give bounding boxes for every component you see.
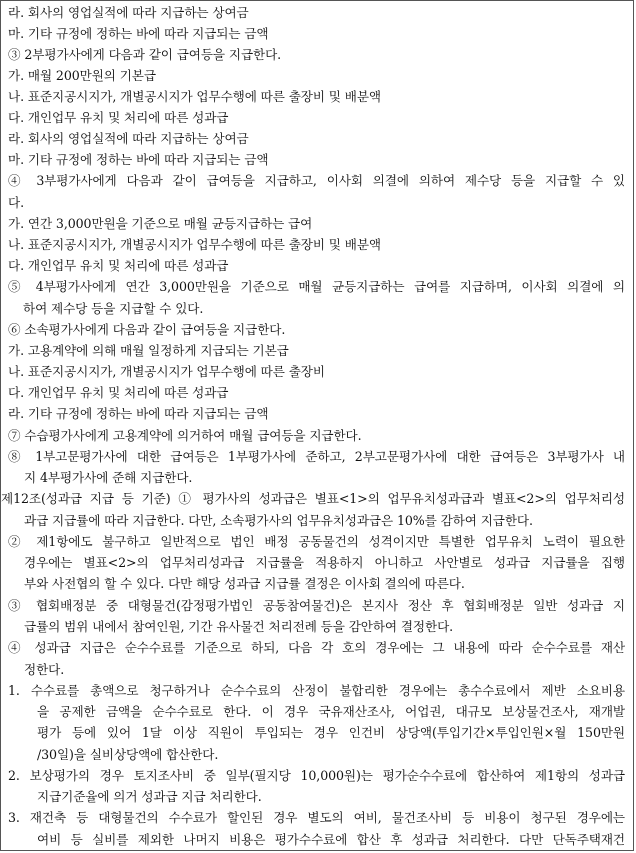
text-line: 3. 재건축 등 대형물건의 수수료가 할인된 경우 별도의 여비, 물건조사비 등 비용이 청구된 경우에는 [8,810,625,825]
text-line: 정한다. [24,662,65,677]
text-line: /30일)을 실비상당액에 합산한다. [37,747,219,762]
text-line: 경우에는 별표<2>의 업무처리성과급 지급률을 적용하지 아니하고 사안별로 성과급 지급률을 집행 [24,555,625,570]
text-line: 부와 사전협의 할 수 있다. 다만 해당 성과급 지급률 결정은 이사회 결의에 따른다. [24,576,465,591]
text-line: 다. 개인업무 유치 및 처리에 따른 성과급 [8,385,229,400]
text-line: ⑦ 수습평가사에게 고용계약에 의거하여 매월 급여등을 지급한다. [8,428,362,443]
text-line: 1. 수수료를 총액으로 청구하거나 순수수료의 산정이 불합리한 경우에는 총수수료에서 제반 소요비용 [8,683,625,698]
text-line: 가. 매월 200만원의 기본급 [8,68,156,83]
text-line: ④ 3부평가사에게 다음과 같이 급여등을 지급하고, 이사회 의결에 의하여 제수당 등을 지급할 수 있 [8,173,625,188]
text-line: 가. 고용계약에 의해 매월 일정하게 지급되는 기본급 [8,343,289,358]
text-line: 나. 표준지공시지가, 개별공시지가 업무수행에 따른 출장비 [8,364,325,379]
text-line: 을 공제한 금액을 순수수료로 한다. 이 경우 국유재산조사, 어업권, 대규모 보상물건조사, 재개발 [37,704,625,719]
text-line: 나. 표준지공시지가, 개별공시지가 업무수행에 따른 출장비 및 배분액 [8,89,381,104]
text-line: ③ 2부평가사에게 다음과 같이 급여등을 지급한다. [8,47,282,62]
text-line: ④ 성과급 지급은 순수수료를 기준으로 하되, 다음 각 호의 경우에는 그 내용에 따라 순수수료를 재산 [8,640,625,655]
text-line: ⑥ 소속평가사에게 다음과 같이 급여등을 지급한다. [8,322,286,337]
text-line: 마. 기타 규정에 정하는 바에 따라 지급되는 금액 [8,26,269,41]
text-line: 급률의 범위 내에서 참여인원, 기간 유사물건 처리전례 등을 감안하여 결정한다. [24,619,454,634]
text-line: 나. 표준지공시지가, 개별공시지가 업무수행에 따른 출장비 및 배분액 [8,237,381,252]
text-line: 다. [8,195,24,210]
text-line: 과급 지급률에 따라 지급한다. 다만, 소속평가사의 업무유치성과급은 10%를 감하여 지급한다. [24,513,533,528]
text-line: 2. 보상평가의 경우 토지조사비 중 일부(필지당 10,000원)는 평가순수수료에 합산하여 제1항의 성과급 [8,768,625,783]
text-line: ⑤ 4부평가사에게 연간 3,000만원을 기준으로 매월 균등지급하는 급여를 지급하며, 이사회 의결에 의 [8,279,625,294]
text-line: 하여 제수당 등을 지급할 수 있다. [23,301,204,316]
text-line: 다. 개인업무 유치 및 처리에 따른 성과급 [8,110,229,125]
text-line: 여비 등 실비를 제외한 나머지 비용은 평가수수료에 합산 후 성과급 처리한다. 다만 단독주택재건 [37,832,625,847]
text-line: 마. 기타 규정에 정하는 바에 따라 지급되는 금액 [8,152,269,167]
text-line: 라. 기타 규정에 정하는 바에 따라 지급되는 금액 [8,406,269,421]
text-line: 제12조(성과급 지급 등 기준) ① 평가사의 성과급은 별표<1>의 업무유치성과급과 별표<2>의 업무처리성 [1,491,625,506]
text-line: ② 제1항에도 불구하고 일반적으로 법인 배정 공동물건의 성격이지만 특별한 업무유치 노력이 필요한 [8,534,625,549]
text-line: ⑧ 1부고문평가사에 대한 급여등은 1부평가사에 준하고, 2부고문평가사에 대한 급여등은 3부평가사 내 [8,449,625,464]
text-line: 라. 회사의 영업실적에 따라 지급하는 상여금 [8,5,249,20]
text-line: 평가 등에 있어 1달 이상 직원이 투입되는 경우 인건비 상당액(투입기간×투입인원×월 150만원 [37,725,625,740]
text-line: 가. 연간 3,000만원을 기준으로 매월 균등지급하는 급여 [8,216,313,231]
text-line: ③ 협회배정분 중 대형물건(감정평가법인 공동참여물건)은 본지사 정산 후 협회배정분 일반 성과급 지 [8,598,625,613]
text-line: 지 4부평가사에 준해 지급한다. [24,470,193,485]
text-line: 지급기준율에 의거 성과급 지급 처리한다. [37,789,262,804]
text-line: 다. 개인업무 유치 및 처리에 따른 성과급 [8,258,229,273]
text-line: 라. 회사의 영업실적에 따라 지급하는 상여금 [8,131,249,146]
